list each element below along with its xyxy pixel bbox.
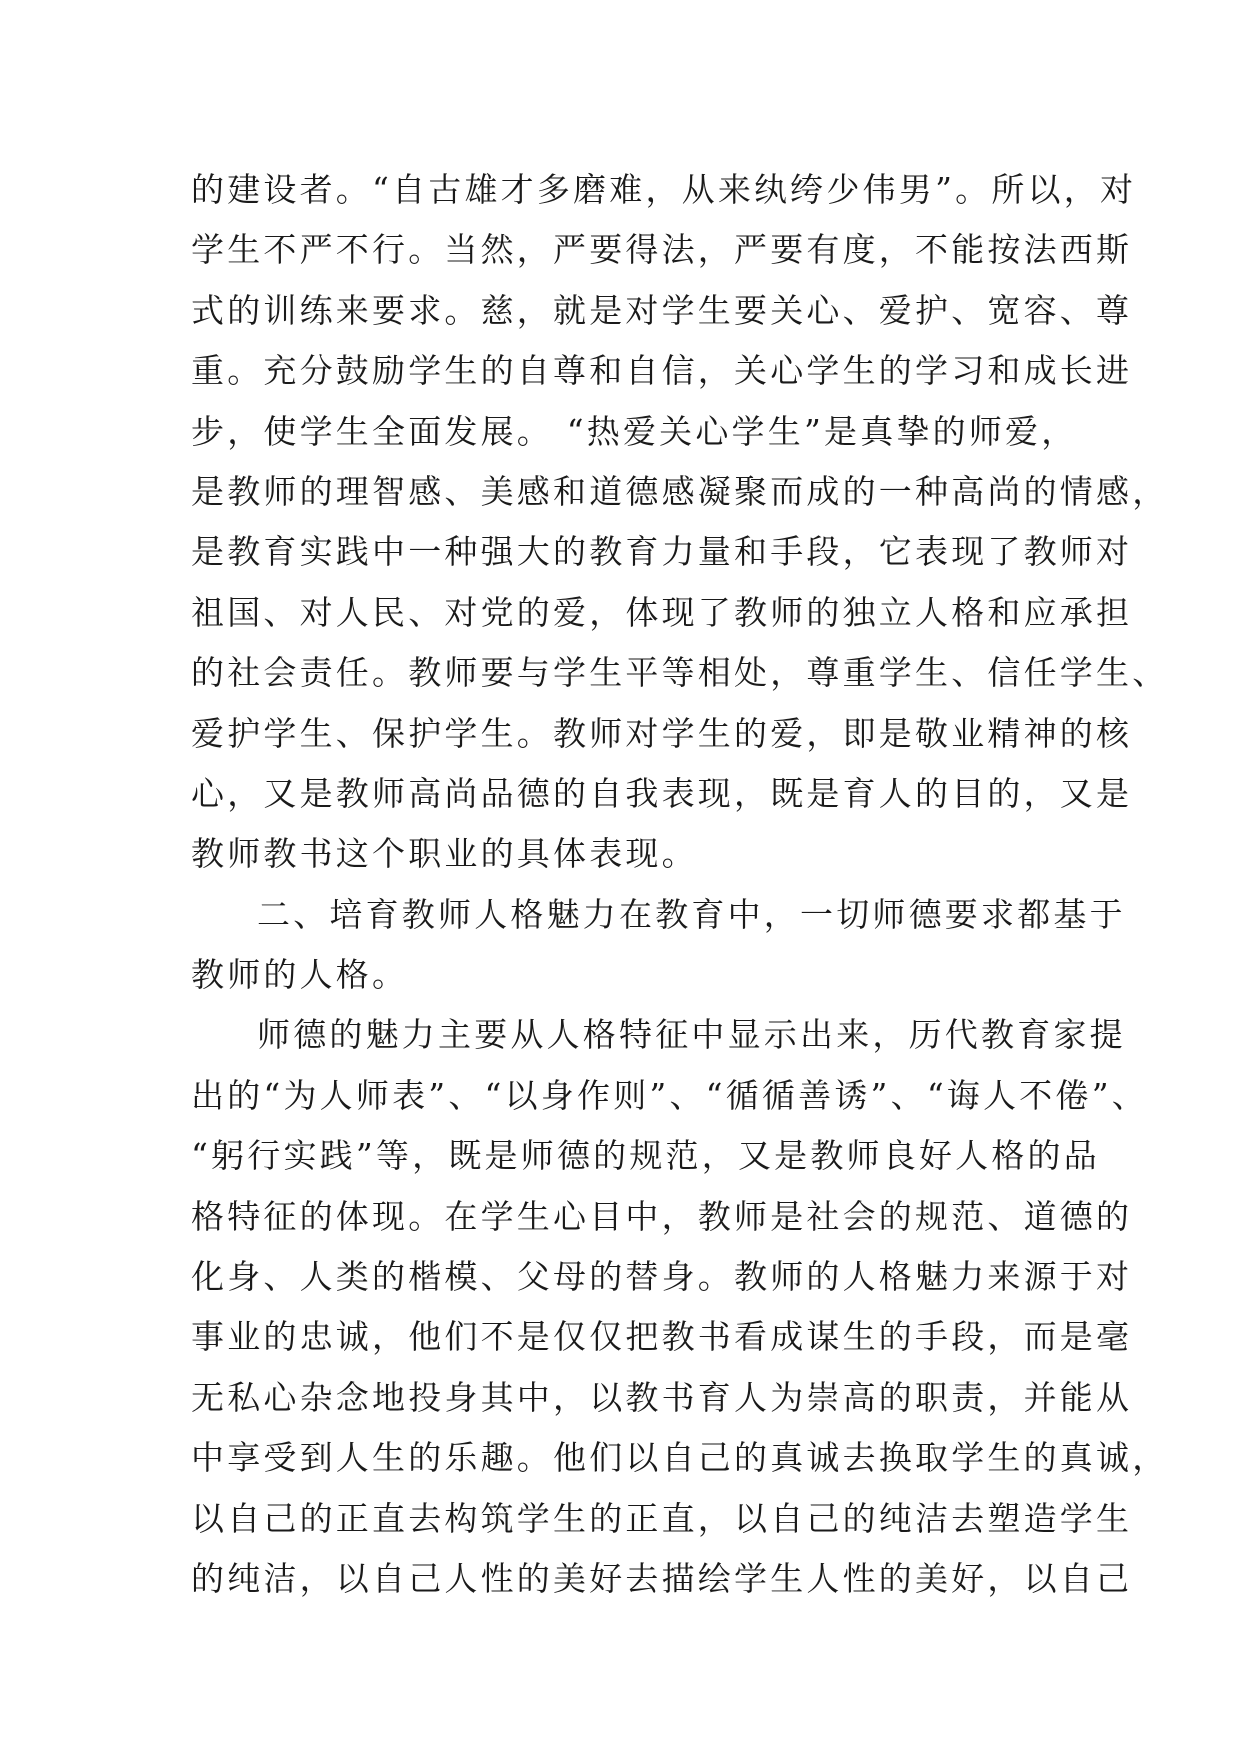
text-line: 学生不严不行。当然，严要得法，严要有度，不能按法西斯 (191, 230, 1133, 270)
paragraph-start-line: 师德的魅力主要从人格特征中显示出来，历代教育家提 (257, 1015, 1126, 1055)
text-line: 步，使学生全面发展。 “热爱关心学生”是真挚的师爱， (191, 411, 1078, 451)
text-line: 祖国、对人民、对党的爱，体现了教师的独立人格和应承担 (191, 592, 1133, 632)
section-heading-line: 二、培育教师人格魅力在教育中，一切师德要求都基于 (257, 894, 1126, 934)
text-line: 出的“为人师表”、“以身作则”、“循循善诱”、“诲人不倦”、 (191, 1075, 1148, 1115)
section-heading-line: 教师的人格。 (191, 955, 409, 995)
text-line: 是教育实践中一种强大的教育力量和手段，它表现了教师对 (191, 532, 1133, 572)
text-line: 以自己的正直去构筑学生的正直，以自己的纯洁去塑造学生 (191, 1498, 1133, 1538)
text-line: 爱护学生、保护学生。教师对学生的爱，即是敬业精神的核 (191, 713, 1133, 753)
text-line: 格特征的体现。在学生心目中，教师是社会的规范、道德的 (191, 1196, 1133, 1236)
text-line: 化身、人类的楷模、父母的替身。教师的人格魅力来源于对 (191, 1257, 1133, 1297)
document-body (191, 160, 1169, 1609)
text-line: 是教师的理智感、美感和道德感凝聚而成的一种高尚的情感， (191, 471, 1169, 511)
text-line: 的纯洁，以自己人性的美好去描绘学生人性的美好，以自己 (191, 1558, 1133, 1598)
text-line: 的社会责任。教师要与学生平等相处，尊重学生、信任学生、 (191, 653, 1169, 693)
text-line: 中享受到人生的乐趣。他们以自己的真诚去换取学生的真诚， (191, 1438, 1169, 1478)
text-line: 心，又是教师高尚品德的自我表现，既是育人的目的，又是 (191, 773, 1133, 813)
text-line: “躬行实践”等，既是师德的规范，又是教师良好人格的品 (191, 1136, 1100, 1176)
text-line: 事业的忠诚，他们不是仅仅把教书看成谋生的手段，而是毫 (191, 1317, 1133, 1357)
text-line: 重。充分鼓励学生的自尊和自信，关心学生的学习和成长进 (191, 351, 1133, 391)
text-line: 式的训练来要求。慈，就是对学生要关心、爱护、宽容、尊 (191, 290, 1133, 330)
text-line: 无私心杂念地投身其中，以教书育人为崇高的职责，并能从 (191, 1377, 1133, 1417)
text-line: 教师教书这个职业的具体表现。 (191, 834, 698, 874)
text-line: 的建设者。“自古雄才多磨难，从来纨绔少伟男”。所以，对 (191, 170, 1137, 209)
